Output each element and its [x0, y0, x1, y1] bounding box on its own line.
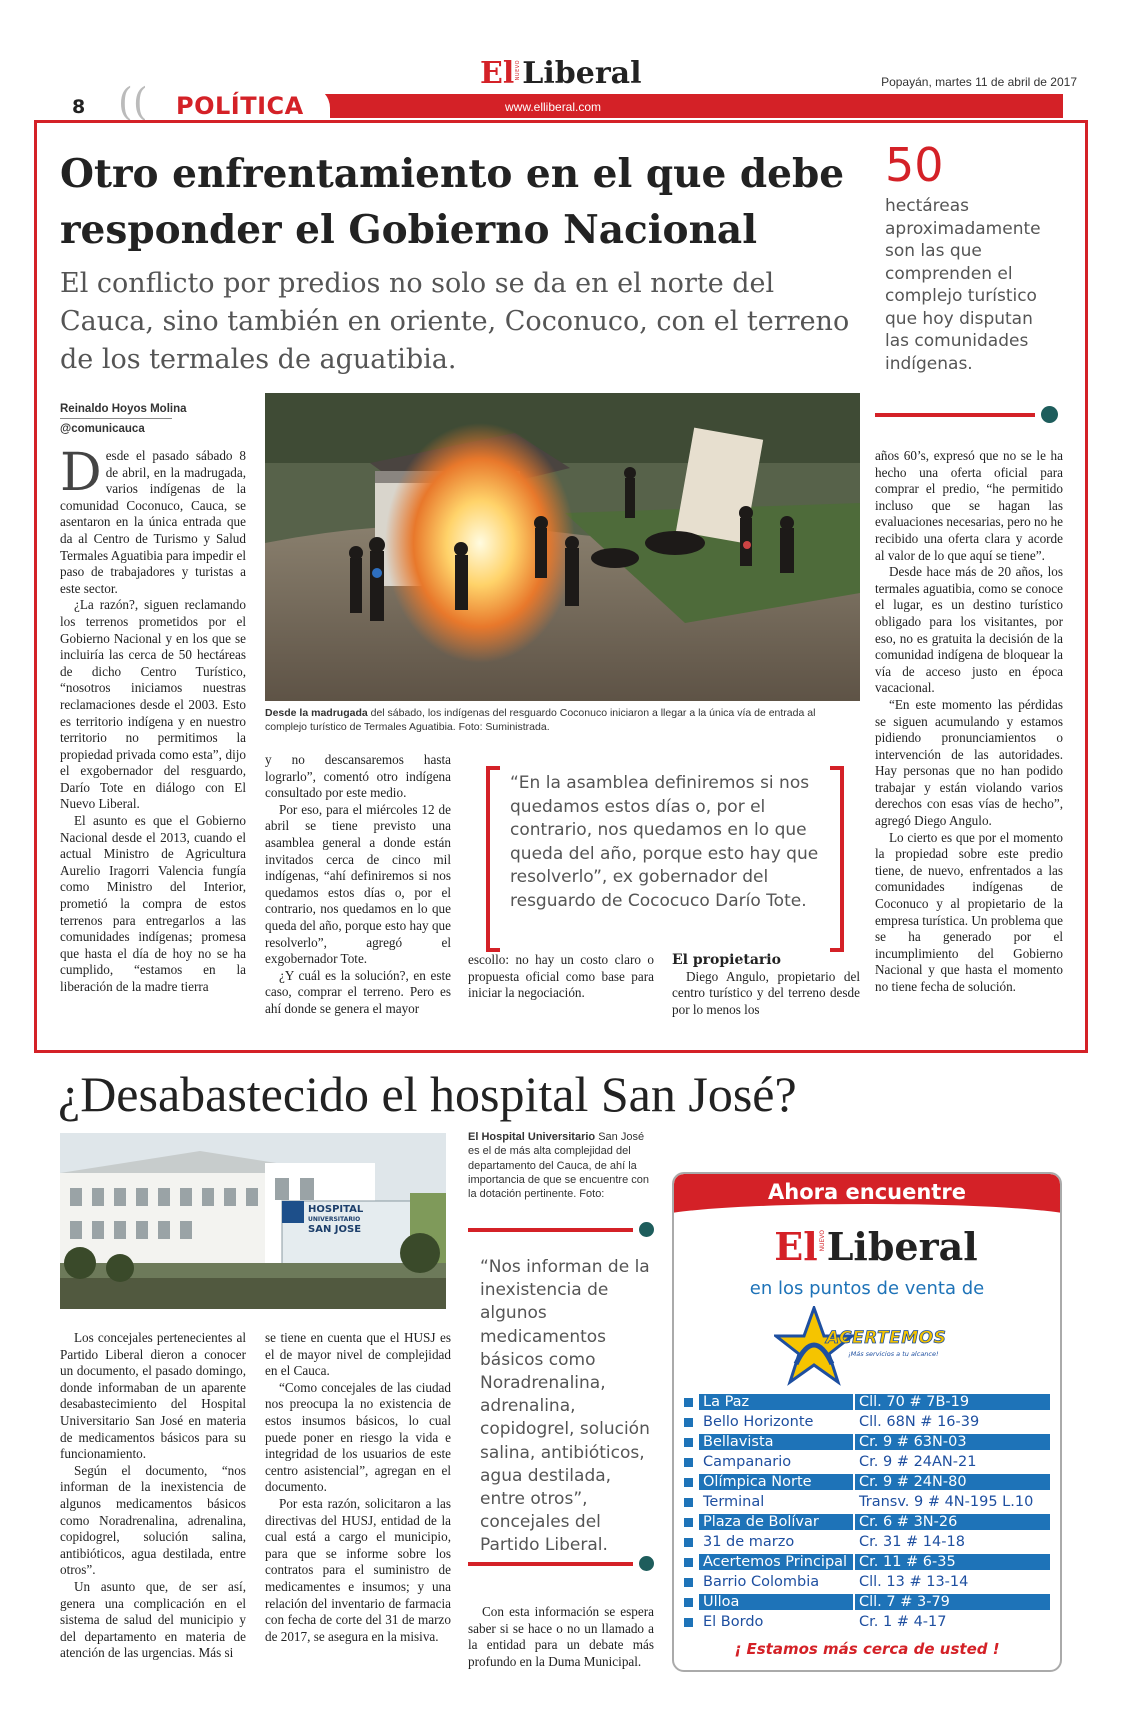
article1-subhead: El conflicto por predios no solo se da en el norte del Cauca, sino también en oriente, Coconuco, con el terreno de los termales de aguatibia. — [60, 268, 850, 375]
article1-col5 — [875, 448, 1063, 996]
quote2-dot-top-icon — [639, 1222, 654, 1237]
quote-bracket-left — [486, 766, 500, 952]
quote2-dot-bottom-icon — [639, 1556, 654, 1571]
article2-col1-p1: Los concejales pertenecientes al Partido Liberal dieron a conocer un documento, el pasado domingo, donde informaban de un aparente desabastecimiento del Hospital Universitario San José en materia de medicamentos básicos para su funcionamiento. — [60, 1330, 246, 1462]
article1-col5-p3: “En este momento las pérdidas se siguen acumulando y estamos pidiendo pronunciamientos o intervención de las autoridades. Hay personas que no han podido trabajar y están violando varios derechos con esas vías de hecho”, agregó Diego Angulo. — [875, 696, 1063, 829]
page-number: 8 — [72, 96, 86, 118]
ad-row-bullet-icon — [684, 1558, 693, 1567]
stat-text: hectáreas aproximadamente son las que comprenden el complejo turístico que hoy disputan las comunidades indígenas. — [885, 196, 1041, 374]
article1-col3-p1: escollo: no hay un costo claro o propuesta oficial como base para iniciar la negociación. — [468, 952, 654, 1001]
article1-col1 — [60, 443, 246, 996]
protest-photo-caption — [265, 706, 860, 734]
hospital-caption-bold: El Hospital Universitario — [468, 1131, 596, 1143]
ad-row-bullet-icon — [684, 1598, 693, 1607]
ad-row-place: Bello Horizonte — [703, 1414, 814, 1430]
article1-col5-p1: años 60’s, expresó que no se le ha hecho una oferta oficial para comprar el predio, “he permitido incluso que se hagan las evaluaciones necesarias, pero no he recibido una oferta clara y acorde al valor de lo que aquí se tiene”. — [875, 448, 1063, 563]
ad-row-address: Cr. 31 # 14-18 — [859, 1534, 965, 1550]
quote2-rule-top — [468, 1228, 633, 1232]
hospital-caption — [468, 1130, 650, 1201]
ad-row-bullet-icon — [684, 1418, 693, 1427]
ad-row-1 — [684, 1412, 1050, 1432]
article1-col4 — [672, 952, 860, 1018]
article1-col5-p4: Lo cierto es que por el momento la propiedad sobre este predio tiene, de nuevo, enfrentados a las comunidades indígenas de Coconuco y al propietario de la empresa turística. Un problema que se ha generado por el incumplimiento del Gobierno Nacional y que hasta el momento no tiene fecha de solución. — [875, 829, 1063, 994]
ad-row-address: Cr. 1 # 4-17 — [859, 1614, 947, 1630]
article2-col3 — [468, 1604, 654, 1670]
sign-line1: HOSPITAL — [308, 1204, 364, 1215]
author-handle: @comunicauca — [60, 423, 145, 435]
ad-row-address: Cr. 11 # 6-35 — [855, 1554, 1050, 1570]
ad-row-address: Cll. 68N # 16-39 — [859, 1414, 980, 1430]
ad-row-address: Transv. 9 # 4N-195 L.10 — [859, 1494, 1034, 1510]
ad-row-6 — [684, 1512, 1050, 1532]
logo-liberal: Liberal — [522, 56, 642, 91]
drop-cap: D — [60, 443, 102, 503]
logo-nuevo: NUEVO — [515, 60, 522, 81]
pull-quote-1 — [486, 766, 844, 946]
logo-el: El — [480, 56, 515, 91]
ad-locations-table — [684, 1392, 1050, 1632]
ad-row-7 — [684, 1532, 1050, 1552]
stat-number: 50 — [885, 138, 944, 192]
ad-row-place: Campanario — [703, 1454, 792, 1470]
ad-row-5 — [684, 1492, 1050, 1512]
ad-row-place: Olímpica Norte — [699, 1474, 853, 1490]
ad-logo-liberal: Liberal — [826, 1224, 978, 1269]
ad-row-9 — [684, 1572, 1050, 1592]
acertemos-ad — [672, 1172, 1062, 1672]
pull-quote-2 — [468, 1228, 658, 1578]
masthead-logo — [480, 56, 641, 92]
author-name: Reinaldo Hoyos Molina — [60, 403, 187, 415]
article1-col3 — [468, 952, 654, 1002]
ad-row-place: Barrio Colombia — [703, 1574, 820, 1590]
ad-row-place: Terminal — [703, 1494, 765, 1510]
ad-row-bullet-icon — [684, 1438, 693, 1447]
protest-photo-drawing — [265, 393, 860, 701]
ad-row-address: Cr. 9 # 63N-03 — [855, 1434, 1050, 1450]
article1-col2-p2: Por eso, para el miércoles 12 de abril se tiene previsto una asamblea general a donde están invitados cerca de cinco mil indígenas, “ahí definiremos si nos quedamos estos días o, por el contrario, nos quedamos en lo que queda del año, porque esto hay que resolverlo”, agregó el exgobernador Tote. — [265, 801, 451, 967]
ad-row-10 — [684, 1592, 1050, 1612]
article1-headline — [60, 146, 880, 258]
ad-row-bullet-icon — [684, 1498, 693, 1507]
hospital-photo — [60, 1133, 446, 1309]
article2-col1-p3: Un asunto que, de ser así, genera una complicación en el sistema de salud del municipio y del departamento en materia de atención de las urgencias. Más si — [60, 1578, 246, 1661]
article1-col2-p3: ¿Y cuál es la solución?, en este caso, comprar el terreno. Pero es ahí donde se genera el mayor — [265, 967, 451, 1016]
stat-dot-icon — [1041, 406, 1058, 423]
ad-row-bullet-icon — [684, 1538, 693, 1547]
ad-row-4 — [684, 1472, 1050, 1492]
article2-col1-p2: Según el documento, “nos informan de la inexistencia de algunos medicamentos básicos como Noradrenalina, adrenalina, copidogrel, solución salina, antibióticos, agua destilada, entre otros”. — [60, 1462, 246, 1578]
ad-row-bullet-icon — [684, 1518, 693, 1527]
ad-row-11 — [684, 1612, 1050, 1632]
ad-logo-nuevo: NUEVO — [818, 1230, 826, 1252]
section-brace-icon: (( — [118, 80, 148, 124]
ad-row-place: Ulloa — [699, 1594, 853, 1610]
ad-subtitle: en los puntos de venta de — [749, 1278, 985, 1299]
masthead — [0, 0, 1125, 124]
acertemos-brand: ACERTEMOS — [826, 1328, 947, 1348]
article1-col4-p1: Diego Angulo, propietario del centro turístico y del terreno desde por lo menos los — [672, 968, 860, 1017]
acertemos-logo — [774, 1306, 974, 1386]
quote2-rule-bottom — [468, 1562, 633, 1566]
quote-bracket-right — [830, 766, 844, 952]
ad-row-address: Cll. 7 # 3-79 — [855, 1594, 1050, 1610]
hospital-sign — [308, 1205, 408, 1235]
ad-logo — [766, 1224, 986, 1269]
section-label: POLÍTICA — [176, 92, 304, 120]
sign-line2: UNIVERSITARIO — [308, 1216, 361, 1223]
ad-footer: ¡ Estamos más cerca de usted ! — [734, 1640, 1000, 1658]
ad-row-place: El Bordo — [703, 1614, 764, 1630]
article1-col2 — [265, 752, 451, 1018]
ad-row-bullet-icon — [684, 1458, 693, 1467]
ad-row-place: Bellavista — [699, 1434, 853, 1450]
article2-col2 — [265, 1330, 451, 1645]
ad-row-address: Cll. 70 # 7B-19 — [855, 1394, 1050, 1410]
article2-col2-p1: se tiene en cuenta que el HUSJ es el de mayor nivel de complejidad en el Cauca. — [265, 1330, 451, 1379]
article2-col1 — [60, 1330, 246, 1662]
article2-col3-p1: Con esta información se espera saber si se hace o no un llamado a la entidad para un debate más profundo en la Duma Municipal. — [468, 1604, 654, 1669]
caption-text: del sábado, los indígenas del resguardo Coconuco iniciaron a llegar a la única vía de entrada al complejo turístico de Termales Aguatibia. Foto: Suministrada. — [265, 707, 816, 733]
sign-line3: SAN JOSE — [308, 1224, 362, 1235]
ad-row-place: 31 de marzo — [703, 1534, 795, 1550]
headline-line2: responder el Gobierno Nacional — [60, 207, 758, 253]
ad-row-bullet-icon — [684, 1398, 693, 1407]
ad-row-place: Plaza de Bolívar — [699, 1514, 853, 1530]
headline-line1: Otro enfrentamiento en el que debe — [60, 151, 845, 197]
website: www.elliberal.com — [505, 100, 602, 114]
ad-row-address: Cr. 9 # 24AN-21 — [859, 1454, 977, 1470]
ad-row-address: Cr. 9 # 24N-80 — [855, 1474, 1050, 1490]
article2-col2-p3: Por esta razón, solicitaron a las directivas del HUSJ, entidad de la cual está a cargo el municipio, para que se informe sobre los contratos para el suministro de medicamentes e insumos; y una relación del inventario de farmacia con fecha de corte del 31 de marzo de 2017, se asegura en la misiva. — [265, 1495, 451, 1644]
ad-logo-el: El — [774, 1224, 818, 1269]
article1-col1-p2: ¿La razón?, siguen reclamando los terrenos prometidos por el Gobierno Nacional y en los que se incluiría las cerca de 50 hectáreas de dicho Centro Turístico, “nosotros iniciamos nuestras reclamaciones desde el 2003. Esto es territorio indígena y en nuestro territorio no permitimos la propiedad privada como esta”, dijo el exgobernador del resguardo, Darío Tote en diálogo con El Nuevo Liberal. — [60, 597, 246, 812]
ad-row-address: Cll. 13 # 13-14 — [859, 1574, 969, 1590]
ad-row-0 — [684, 1392, 1050, 1412]
ad-row-2 — [684, 1432, 1050, 1452]
ad-row-bullet-icon — [684, 1578, 693, 1587]
ad-row-place: Acertemos Principal — [699, 1554, 853, 1570]
stat-rule — [875, 413, 1035, 417]
quote-text-1: “En la asamblea definiremos si nos quedamos estos días o, por el contrario, nos quedamos en lo que queda del año, porque esto hay que resolverlo”, ex gobernador del resguardo de Cococuco Darío Tote. — [510, 773, 819, 911]
quote-text-2: “Nos informan de la inexistencia de algunos medicamentos básicos como Noradrenalina, adrenalina, copidogrel, solución salina, antibióticos, agua destilada, entre otros”, concejales del Partido Liberal. — [480, 1257, 650, 1556]
article1-col1-p3: El asunto es que el Gobierno Nacional desde el 2013, cuando el actual Ministro de Agricultura Aurelio Iragorri Valencia fungía como Ministro del Interior, prometió la compra de estos terrenos para entregarlos a las comunidades indígenas; promesa que hasta el día de hoy no se ha cumplido, “estamos en la liberación de la madre tierra — [60, 813, 246, 994]
owner-subhead: El propietario — [672, 952, 781, 968]
ad-row-address: Cr. 6 # 3N-26 — [855, 1514, 1050, 1530]
ad-row-place: La Paz — [699, 1394, 853, 1410]
author-rule — [60, 418, 172, 419]
article1-col1-p1: esde el pasado sábado 8 de abril, en la madrugada, varios indígenas de la comunidad Coconuco, Cauca, se asentaron en la única entrada que da al Centro de Turismo y Salud Termales Aguatibia para impedir el paso de trabajadores y turistas a este sector. — [60, 448, 246, 596]
hospital-caption-text: San José es el de más alta complejidad del departamento del Cauca, de ahí la importancia de que se encuentre con la dotación pertinente. Foto: — [468, 1131, 650, 1201]
ad-row-8 — [684, 1552, 1050, 1572]
article1-col2-p1: y no descansaremos hasta lograrlo”, comentó otro indígena consultado por este medio. — [265, 752, 451, 801]
article1-col5-p2: Desde hace más de 20 años, los termales aguatibia, como se conoce el lugar, es un destino turístico obligado para los visitantes, por eso, no es gratuita la decisión de la comunidad indígena de bloquear la vía de acceso justo en época vacacional. — [875, 564, 1063, 696]
caption-bold: Desde la madrugada — [265, 707, 368, 719]
ad-row-bullet-icon — [684, 1478, 693, 1487]
ad-row-3 — [684, 1452, 1050, 1472]
acertemos-tagline: ¡Más servicios a tu alcance! — [848, 1350, 939, 1358]
ad-header-text: Ahora encuentre — [768, 1180, 966, 1204]
article2-col2-p2: “Como concejales de las ciudad nos preocupa la no existencia de estos insumos básicos, lo cual puede poner en riesgo la vida e integridad de los usuarios de este centro asistencial”, agregan en el documento. — [265, 1379, 451, 1495]
article2-headline: ¿Desabastecido el hospital San José? — [58, 1066, 797, 1122]
masthead-date: Popayán, martes 11 de abril de 2017 — [881, 75, 1077, 89]
protest-photo — [265, 393, 860, 701]
ad-row-bullet-icon — [684, 1618, 693, 1627]
